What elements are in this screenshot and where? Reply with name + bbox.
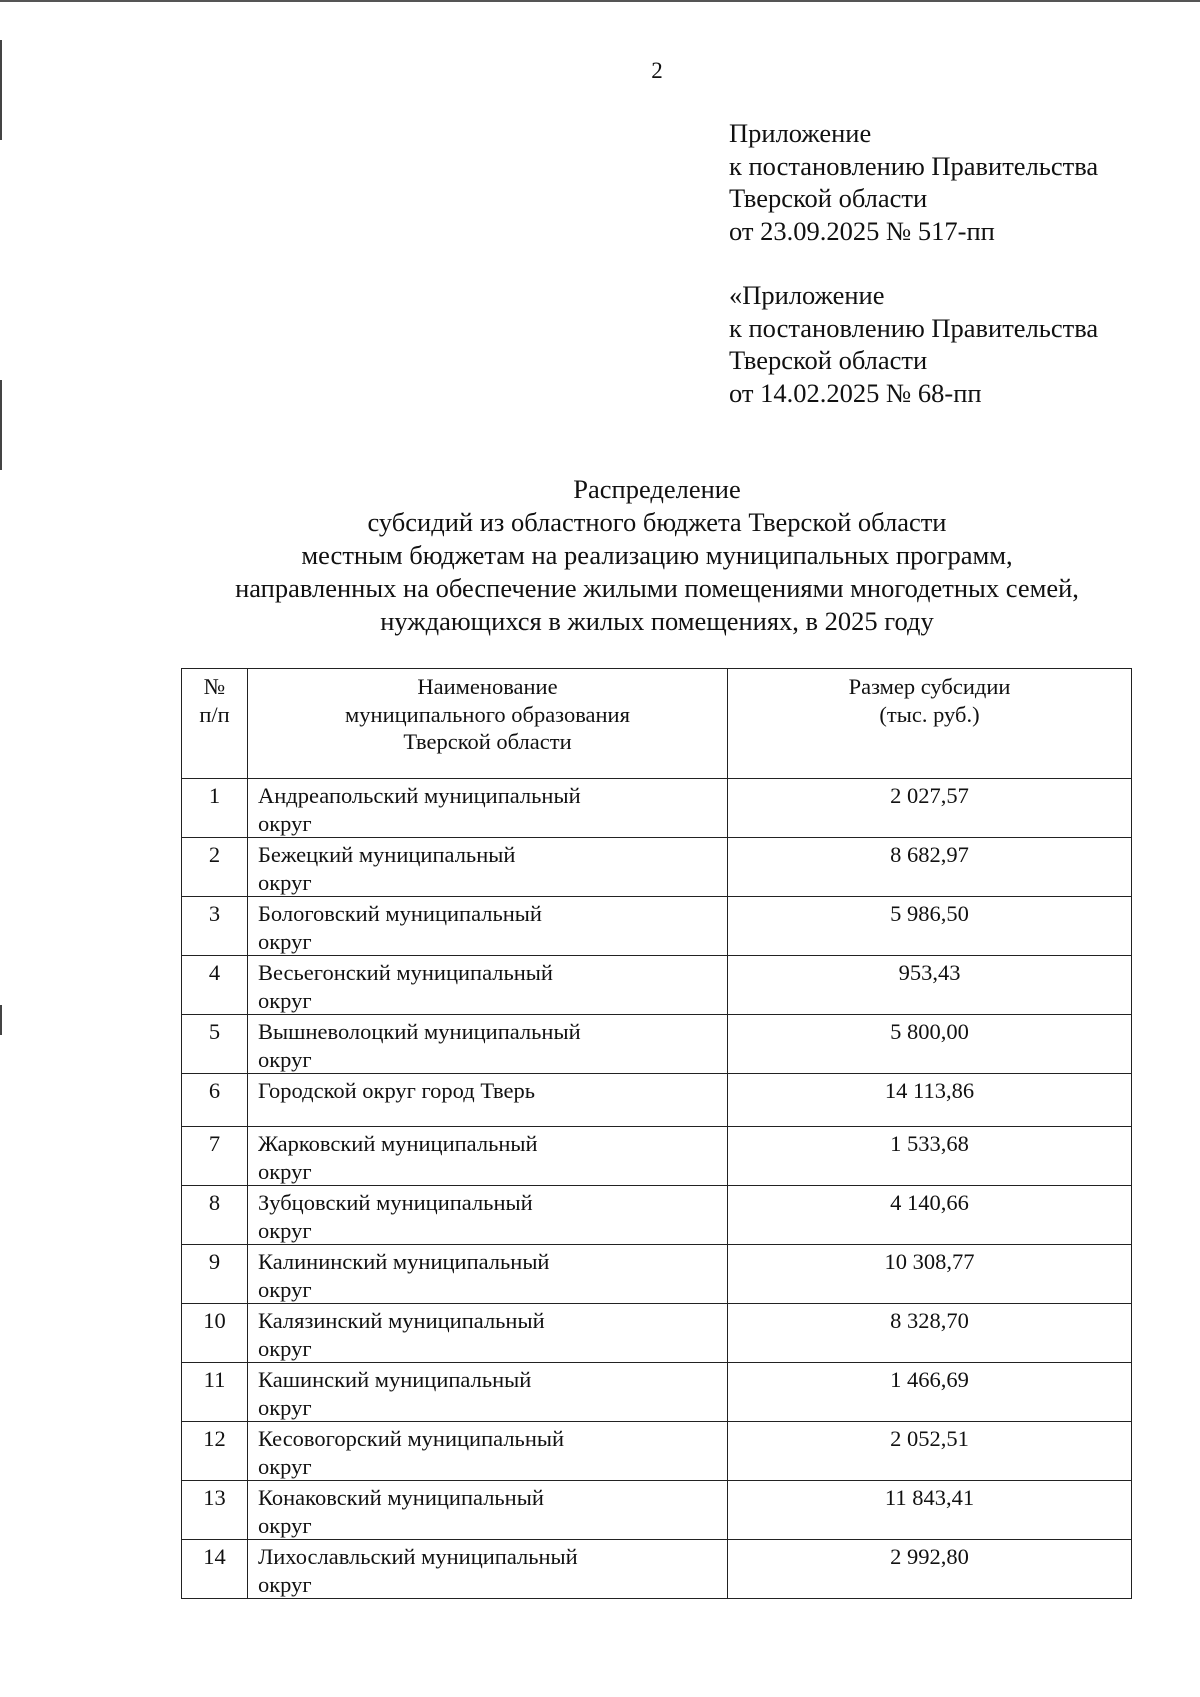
row-amount: 953,43: [728, 956, 1132, 1015]
row-amount: 1 466,69: [728, 1363, 1132, 1422]
title-line: направленных на обеспечение жилыми помещениями многодетных семей,: [235, 573, 1079, 603]
appendix-original-block: [729, 279, 1098, 409]
row-amount: 8 682,97: [728, 838, 1132, 897]
row-amount: 2 992,80: [728, 1540, 1132, 1599]
appendix-line: от 23.09.2025 № 517-пп: [729, 215, 995, 246]
appendix-line: Приложение: [729, 118, 872, 148]
appendix-line: от 14.02.2025 № 68-пп: [729, 377, 982, 408]
row-amount: 5 800,00: [728, 1015, 1132, 1074]
row-number: 1: [182, 779, 248, 838]
row-amount: 1 533,68: [728, 1127, 1132, 1186]
table-row: [182, 838, 1132, 897]
row-number: 6: [182, 1074, 248, 1127]
table-row: [182, 1127, 1132, 1186]
row-number: 14: [182, 1540, 248, 1599]
row-number: 8: [182, 1186, 248, 1245]
table-row: [182, 1363, 1132, 1422]
appendix-line: к постановлению Правительства: [729, 312, 1099, 343]
row-municipality: Конаковский муниципальный округ: [248, 1481, 728, 1540]
row-municipality: Калининский муниципальный округ: [248, 1245, 728, 1304]
table-row: [182, 1481, 1132, 1540]
header-amount: Размер субсидии (тыс. руб.): [728, 669, 1132, 779]
row-amount: 10 308,77: [728, 1245, 1132, 1304]
row-amount: 11 843,41: [728, 1481, 1132, 1540]
table-row: [182, 897, 1132, 956]
table-row: [182, 1245, 1132, 1304]
title-line: местным бюджетам на реализацию муниципальных программ,: [301, 540, 1013, 570]
row-amount: 4 140,66: [728, 1186, 1132, 1245]
row-number: 13: [182, 1481, 248, 1540]
row-municipality: Андреапольский муниципальный округ: [248, 779, 728, 838]
title-line: Распределение: [573, 474, 741, 504]
table-row: [182, 1422, 1132, 1481]
row-municipality: Бежецкий муниципальный округ: [248, 838, 728, 897]
row-municipality: Лихославльский муниципальный округ: [248, 1540, 728, 1599]
table-row: [182, 1074, 1132, 1127]
table-row: [182, 779, 1132, 838]
row-municipality: Калязинский муниципальный округ: [248, 1304, 728, 1363]
appendix-line: Тверской области: [729, 345, 928, 375]
document-title: [0, 473, 1200, 638]
scan-border-left: [0, 1005, 2, 1035]
row-amount: 14 113,86: [728, 1074, 1132, 1127]
appendix-line: к постановлению Правительства: [729, 150, 1099, 181]
row-municipality: Жарковский муниципальный округ: [248, 1127, 728, 1186]
table-row: [182, 1304, 1132, 1363]
row-number: 4: [182, 956, 248, 1015]
row-number: 11: [182, 1363, 248, 1422]
row-amount: 5 986,50: [728, 897, 1132, 956]
scan-border-top: [0, 0, 1200, 2]
page-number: 2: [651, 58, 663, 83]
row-municipality: Бологовский муниципальный округ: [248, 897, 728, 956]
appendix-current-block: [729, 117, 1098, 247]
table-row: [182, 1540, 1132, 1599]
row-municipality: Весьегонский муниципальный округ: [248, 956, 728, 1015]
table-header-row: [182, 669, 1132, 779]
appendix-line: «Приложение: [729, 280, 885, 310]
row-number: 7: [182, 1127, 248, 1186]
row-municipality: Зубцовский муниципальный округ: [248, 1186, 728, 1245]
row-number: 2: [182, 838, 248, 897]
header-number: № п/п: [182, 669, 248, 779]
subsidy-table: [181, 668, 1132, 1599]
appendix-line: Тверской области: [729, 183, 928, 213]
scan-border-left: [0, 380, 2, 470]
row-municipality: Кесовогорский муниципальный округ: [248, 1422, 728, 1481]
row-amount: 2 052,51: [728, 1422, 1132, 1481]
table-row: [182, 956, 1132, 1015]
title-line: нуждающихся в жилых помещениях, в 2025 году: [380, 606, 934, 636]
row-number: 3: [182, 897, 248, 956]
table-row: [182, 1186, 1132, 1245]
row-amount: 8 328,70: [728, 1304, 1132, 1363]
row-amount: 2 027,57: [728, 779, 1132, 838]
title-line: субсидий из областного бюджета Тверской области: [367, 507, 947, 537]
row-municipality: Вышневолоцкий муниципальный округ: [248, 1015, 728, 1074]
row-number: 10: [182, 1304, 248, 1363]
row-number: 12: [182, 1422, 248, 1481]
row-municipality: Кашинский муниципальный округ: [248, 1363, 728, 1422]
header-name: Наименование муниципального образования Тверской области: [248, 669, 728, 779]
row-municipality: Городской округ город Тверь: [248, 1074, 728, 1127]
scan-border-left: [0, 40, 2, 140]
row-number: 9: [182, 1245, 248, 1304]
table-row: [182, 1015, 1132, 1074]
row-number: 5: [182, 1015, 248, 1074]
